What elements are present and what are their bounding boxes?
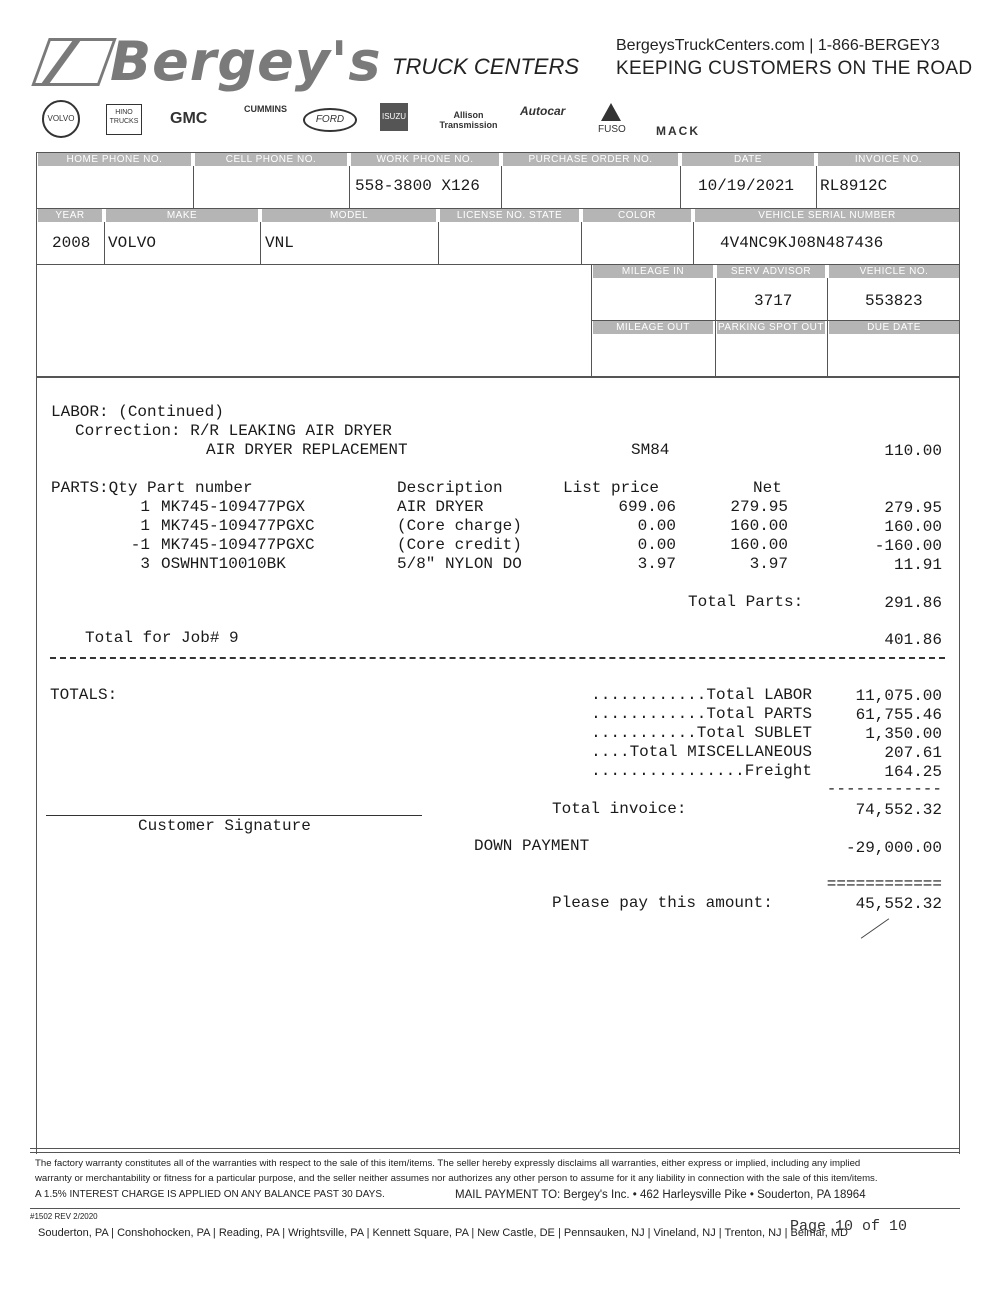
labor-correction: Correction: R/R LEAKING AIR DRYER [75,422,392,440]
part-list-price: 0.00 [637,517,676,535]
part-net: 160.00 [730,536,788,554]
website-phone: BergeysTruckCenters.com | 1-866-BERGEY3 [616,37,940,54]
logo-mark [31,38,116,86]
page-number: Page 10 of 10 [790,1218,908,1235]
isuzu-logo: ISUZU [380,103,408,131]
part-list-price: 0.00 [637,536,676,554]
purchase-order-label: PURCHASE ORDER NO. [503,153,678,166]
serial-value: 4V4NC9KJ08N487436 [720,234,884,252]
labor-heading: LABOR: (Continued) [51,403,224,421]
serv-advisor-value: 3717 [754,292,793,310]
total-parts-value: 291.86 [884,594,942,612]
warranty-line-2: warranty or merchantability or fitness for a particular purpose, and the seller neither assumes nor authorizes any other person to assume for it any liability in connection with the sale of this item/items. [35,1173,878,1184]
cell-phone-label: CELL PHONE NO. [195,153,347,166]
home-phone-label: HOME PHONE NO. [38,153,191,166]
part-qty: 3 [140,555,150,573]
mileage-out-label: MILEAGE OUT [593,321,713,334]
serv-advisor-label: SERV ADVISOR [717,265,825,278]
grand-total-rule: ============ [826,875,942,893]
ford-logo: FORD [303,108,357,132]
labor-op-code: SM84 [631,441,670,459]
parts-header-list: List price [563,479,660,497]
parts-header-description: Description [397,479,503,497]
date-label: DATE [682,153,814,166]
hino-logo: HINO TRUCKS [106,104,142,135]
total-labor-value: 11,075.00 [855,687,942,705]
work-phone-value: 558-3800 X126 [355,177,480,195]
total-parts-sum-label: ............Total PARTS [591,705,812,723]
tagline: KEEPING CUSTOMERS ON THE ROAD [616,58,973,79]
gmc-logo: GMC [170,110,208,127]
labor-op-desc: AIR DRYER REPLACEMENT [206,441,408,459]
due-date-label: DUE DATE [829,321,959,334]
mileage-in-label: MILEAGE IN [593,265,713,278]
autocar-logo: Autocar [520,104,566,118]
part-number: MK745-109477PGXC [161,536,315,554]
part-list-price: 3.97 [637,555,676,573]
part-description: (Core credit) [397,536,522,554]
job-total-value: 401.86 [884,631,942,649]
form-number: #1502 REV 2/2020 [30,1212,98,1221]
part-extended: -160.00 [874,537,942,555]
vehicle-no-value: 553823 [865,292,923,310]
color-label: COLOR [583,209,691,222]
freight-value: 164.25 [884,763,942,781]
vehicle-no-label: VEHICLE NO. [829,265,959,278]
total-invoice-value: 74,552.32 [855,801,942,819]
part-number: OSWHNT10010BK [161,555,286,573]
locations-list: Souderton, PA | Conshohocken, PA | Reading, PA | Wrightsville, PA | Kennett Square, PA | New Castle, DE | Pennsauken, NJ | Vineland, NJ | Trenton, NJ | Belmar, MD [38,1227,848,1239]
freight-label: ................Freight [591,762,812,780]
part-net: 160.00 [730,517,788,535]
year-value: 2008 [52,234,91,252]
serial-label: VEHICLE SERIAL NUMBER [695,209,959,222]
total-sublet-label: ...........Total SUBLET [591,724,812,742]
pay-amount-value: 45,552.32 [855,895,942,913]
invoice-no-value: RL8912C [820,177,888,195]
fuso-logo: FUSO [598,124,626,135]
total-parts-label: Total Parts: [688,593,804,611]
job-total-label: Total for Job# 9 [85,629,239,647]
model-value: VNL [265,234,294,252]
make-label: MAKE [106,209,258,222]
mitsubishi-icon [601,103,621,121]
date-value: 10/19/2021 [698,177,795,195]
invoice-no-label: INVOICE NO. [818,153,959,166]
part-list-price: 699.06 [618,498,676,516]
warranty-line-1: The factory warranty constitutes all of the warranties with respect to the sale of this item/items. The seller hereby expressly disclaims all warranties, either express or implied, including any implied [35,1158,861,1169]
work-phone-label: WORK PHONE NO. [351,153,499,166]
part-net: 279.95 [730,498,788,516]
part-number: MK745-109477PGXC [161,517,315,535]
part-extended: 279.95 [884,499,942,517]
total-misc-label: ....Total MISCELLANEOUS [591,743,812,761]
parts-header-qty-part: PARTS:Qty Part number [51,479,253,497]
make-value: VOLVO [108,234,157,252]
subtotal-rule: ------------ [826,780,942,798]
part-net: 3.97 [749,555,788,573]
part-extended: 11.91 [893,556,942,574]
labor-amount: 110.00 [884,442,942,460]
model-label: MODEL [262,209,436,222]
parking-spot-label: PARKING SPOT OUT [718,322,824,333]
part-extended: 160.00 [884,518,942,536]
signature-label: Customer Signature [138,817,311,835]
part-qty: 1 [140,517,150,535]
separator [50,657,945,659]
mail-payment: MAIL PAYMENT TO: Bergey's Inc. • 462 Harleysville Pike • Souderton, PA 18964 [455,1189,866,1201]
part-description: 5/8" NYLON DO [397,555,522,573]
part-description: AIR DRYER [397,498,484,516]
parts-header-net: Net [753,479,782,497]
license-label: LICENSE NO. STATE [440,209,579,222]
total-misc-value: 207.61 [884,744,942,762]
totals-label: TOTALS: [50,686,118,704]
allison-logo: Allison Transmission [439,110,498,130]
down-payment-label: DOWN PAYMENT [474,837,590,855]
part-description: (Core charge) [397,517,522,535]
mack-logo: MACK [656,124,700,138]
down-payment-value: -29,000.00 [845,839,942,857]
total-parts-sum-value: 61,755.46 [855,706,942,724]
year-label: YEAR [38,209,102,222]
part-number: MK745-109477PGX [161,498,306,516]
part-qty: -1 [130,536,150,554]
company-logo: Bergey's [110,30,382,93]
logo-subtitle: TRUCK CENTERS [392,54,580,79]
interest-notice: A 1.5% INTEREST CHARGE IS APPLIED ON ANY BALANCE PAST 30 DAYS. [35,1189,385,1200]
volvo-logo: VOLVO [42,100,80,138]
signature-line [46,815,422,816]
pay-amount-label: Please pay this amount: [552,894,773,912]
check-mark [861,918,889,938]
cummins-logo: CUMMINS [244,104,287,114]
total-labor-label: ............Total LABOR [591,686,812,704]
part-qty: 1 [140,498,150,516]
total-sublet-value: 1,350.00 [865,725,942,743]
total-invoice-label: Total invoice: [552,800,687,818]
